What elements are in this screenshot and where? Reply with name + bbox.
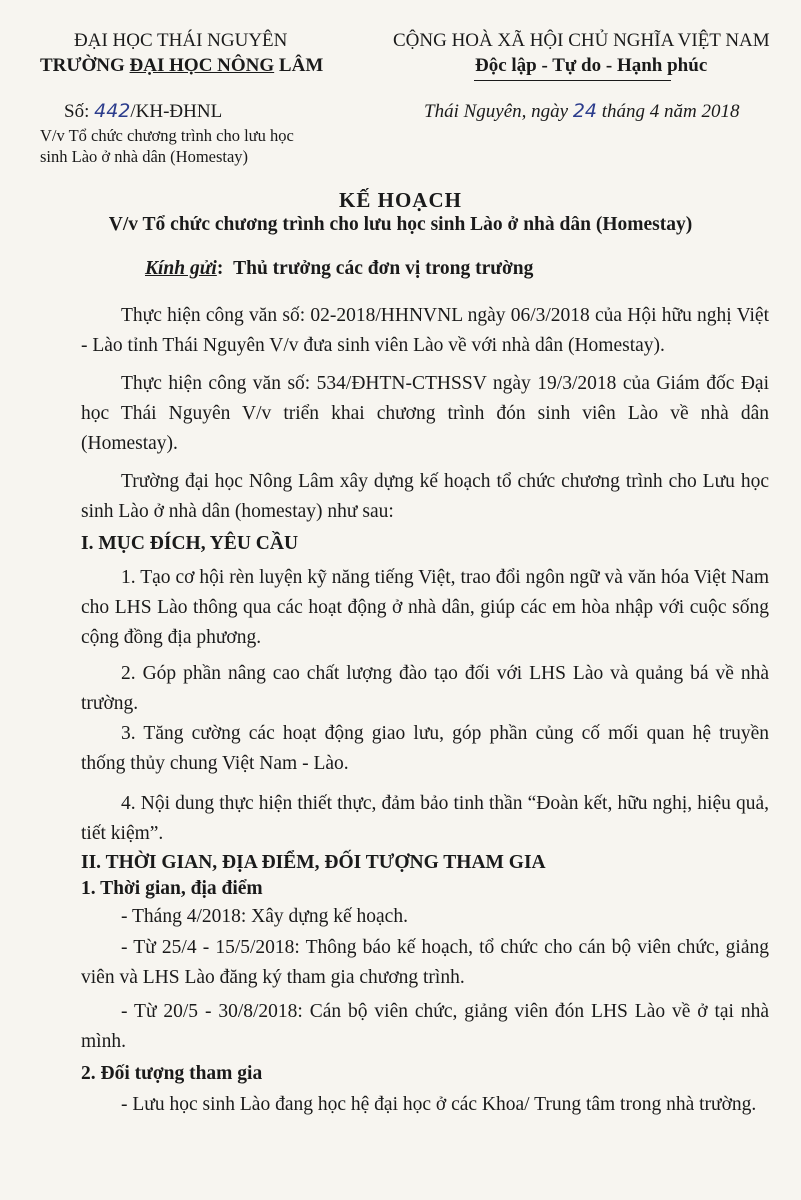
school-name: TRƯỜNG ĐẠI HỌC NÔNG LÂM — [40, 55, 324, 76]
paragraph-1: Thực hiện công văn số: 02-2018/HHNVNL ngày 06/3/2018 của Hội hữu nghị Việt - Lào tỉnh Thái Nguyên V/v đưa sinh viên Lào về với nhà dân (Homestay). — [81, 305, 769, 356]
document-number: Số: 442/KH-ĐHNL — [64, 100, 223, 122]
document-title: KẾ HOẠCH — [339, 188, 462, 212]
motto-underline — [474, 80, 671, 81]
section-2-sub-2: 2. Đối tượng tham gia — [81, 1063, 263, 1084]
national-motto: Độc lập - Tự do - Hạnh phúc — [475, 55, 708, 76]
handwritten-number: 442 — [94, 100, 131, 122]
section-2-item-2: - Từ 25/4 - 15/5/2018: Thông báo kế hoạch, tổ chức cho cán bộ viên chức, giảng viên và LHS Lào đăng ký tham gia chương trình. — [81, 937, 769, 988]
subject-line-1: V/v Tổ chức chương trình cho lưu học — [40, 126, 294, 145]
section-2-item-3: - Từ 20/5 - 30/8/2018: Cán bộ viên chức, giảng viên đón LHS Lào về ở tại nhà mình. — [81, 1001, 769, 1052]
section-1-item-3: 3. Tăng cường các hoạt động giao lưu, góp phần củng cố mối quan hệ truyền thống thủy chung Việt Nam - Lào. — [81, 723, 769, 774]
university-name: ĐẠI HỌC THÁI NGUYÊN — [74, 30, 288, 51]
section-1-heading: I. MỤC ĐÍCH, YÊU CẦU — [81, 533, 299, 554]
national-title: CỘNG HOÀ XÃ HỘI CHỦ NGHĨA VIỆT NAM — [393, 30, 770, 51]
issue-date: Thái Nguyên, ngày 24 tháng 4 năm 2018 — [424, 100, 740, 122]
section-1-item-4: 4. Nội dung thực hiện thiết thực, đảm bảo tinh thần “Đoàn kết, hữu nghị, hiệu quả, tiết kiệm”. — [81, 793, 769, 844]
recipient-line: Kính gửi: Thủ trưởng các đơn vị trong trường — [145, 258, 534, 279]
handwritten-day: 24 — [572, 100, 598, 122]
paragraph-3: Trường đại học Nông Lâm xây dựng kế hoạch tổ chức chương trình cho Lưu học sinh Lào ở nhà dân (homestay) như sau: — [81, 471, 769, 522]
document-subtitle: V/v Tổ chức chương trình cho lưu học sinh Lào ở nhà dân (Homestay) — [108, 214, 693, 235]
section-1-item-2: 2. Góp phần nâng cao chất lượng đào tạo đối với LHS Lào và quảng bá về nhà trường. — [81, 663, 769, 714]
section-2-heading: II. THỜI GIAN, ĐỊA ĐIỂM, ĐỐI TƯỢNG THAM GIA — [81, 852, 546, 873]
section-2-sub-1: 1. Thời gian, địa điểm — [81, 878, 263, 899]
subject-line-2: sinh Lào ở nhà dân (Homestay) — [40, 147, 249, 166]
section-2-item-1: - Tháng 4/2018: Xây dựng kế hoạch. — [121, 906, 408, 927]
section-2-item-4: - Lưu học sinh Lào đang học hệ đại học ở các Khoa/ Trung tâm trong nhà trường. — [121, 1094, 757, 1115]
section-1-item-1: 1. Tạo cơ hội rèn luyện kỹ năng tiếng Việt, trao đổi ngôn ngữ và văn hóa Việt Nam cho LHS Lào thông qua các hoạt động ở nhà dân, giúp các em hòa nhập với cuộc sống cộng đồng địa phương. — [81, 567, 769, 648]
paragraph-2: Thực hiện công văn số: 534/ĐHTN-CTHSSV ngày 19/3/2018 của Giám đốc Đại học Thái Nguyên V/v triển khai chương trình đón sinh viên Lào về nhà dân (Homestay). — [81, 373, 769, 454]
